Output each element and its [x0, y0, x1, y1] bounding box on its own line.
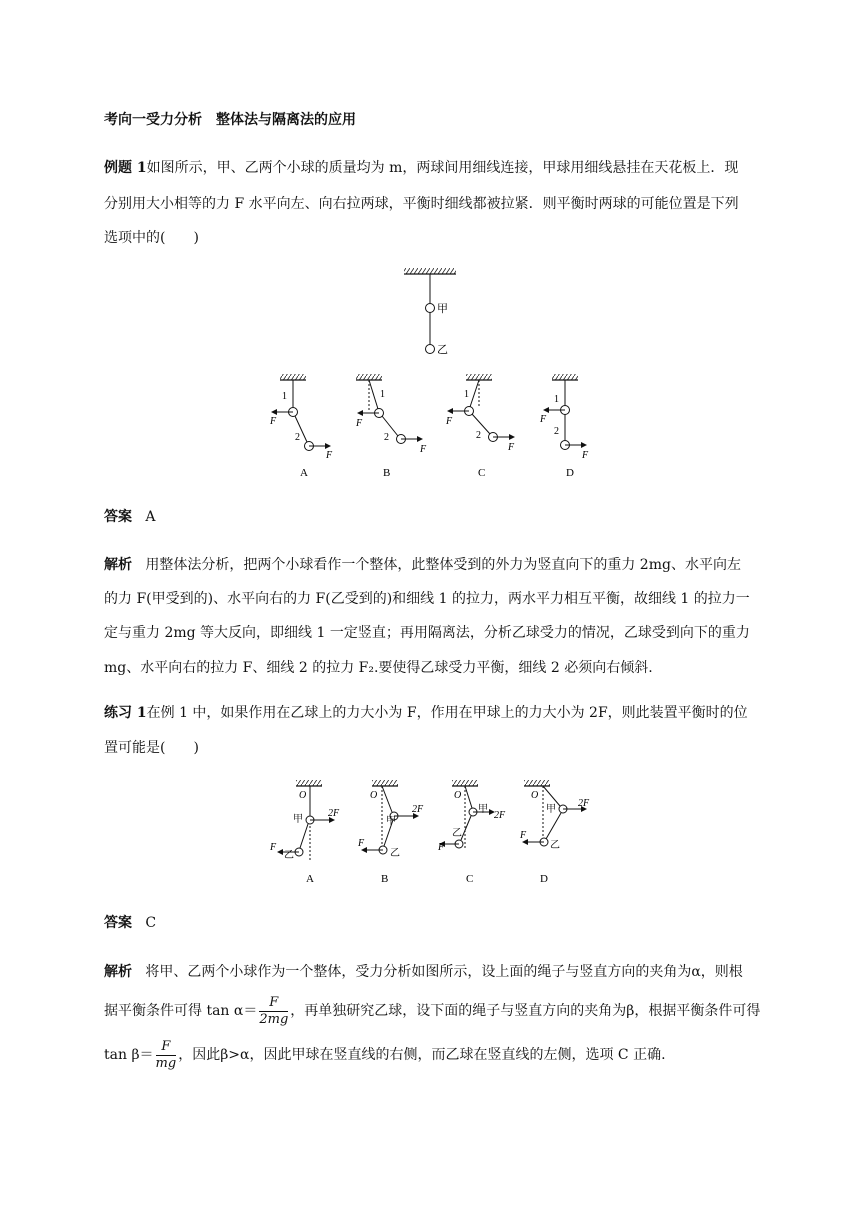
practice-a-f: F	[270, 842, 277, 853]
option-c-rope1-label: 1	[464, 389, 469, 400]
practice1-analysis-text-3b: ，因此β>α，因此甲球在竖直线的右侧，而乙球在竖直线的左侧，选项 C 正确.	[178, 1047, 666, 1063]
practice1-line-2: 置可能是( )	[104, 740, 199, 756]
practice-a-yi: 乙	[284, 850, 294, 861]
option-b-force-right: F	[420, 444, 427, 455]
top-pendulum-figure	[404, 268, 456, 356]
practice-c-f: F	[438, 842, 445, 853]
fraction2-denominator: mg	[155, 1055, 177, 1071]
practice-option-b-figure	[357, 780, 424, 885]
practice1-text-1: 在例 1 中，如果作用在乙球上的力大小为 F，作用在甲球上的力大小为 2F，则此装置平衡时的位	[146, 705, 748, 721]
practice1-label: 练习 1	[104, 705, 147, 721]
example1-line-2: 分别用大小相等的力 F 水平向左、向右拉两球，平衡时细线都被拉紧．则平衡时两球的可能位置是下列	[104, 196, 739, 212]
option-a-rope1-label: 1	[282, 391, 287, 402]
practice-d-2f: 2F	[578, 798, 590, 809]
option-d-rope2-label: 2	[554, 426, 559, 437]
option-d-force-right: F	[582, 450, 589, 461]
practice-b-letter: B	[381, 873, 389, 885]
practice1-analysis-line-3	[104, 1038, 666, 1072]
practice1-analysis-label: 解析	[104, 964, 132, 980]
practice1-line-1	[104, 703, 748, 723]
option-a-rope2-label: 2	[295, 432, 300, 443]
practice1-analysis-line-2	[104, 994, 760, 1028]
example1-answer: A	[145, 509, 156, 525]
ceiling-hatch	[404, 268, 456, 274]
ball-jia	[426, 304, 435, 313]
example1-analysis-text-1: 用整体法分析，把两个小球看作一个整体，此整体受到的外力为竖直向下的重力 2mg、水平向左	[145, 557, 741, 573]
practice-option-d-figure	[519, 780, 590, 885]
practice-c-letter: C	[466, 873, 474, 885]
practice-option-c-figure	[437, 780, 506, 885]
practice-c-2f: 2F	[494, 810, 506, 821]
option-c-force-right: F	[508, 442, 515, 453]
example1-answer-line	[104, 507, 155, 527]
practice1-answer: C	[145, 915, 157, 931]
practice-c-o: O	[454, 790, 462, 801]
example1-label: 例题 1	[104, 160, 147, 176]
option-d-force-left: F	[540, 414, 547, 425]
option-a-figure	[269, 374, 333, 479]
example1-figure	[250, 262, 610, 484]
practice-a-2f: 2F	[328, 808, 340, 819]
option-b-figure	[355, 374, 427, 479]
example1-answer-label: 答案	[104, 509, 132, 525]
example1-line-3: 选项中的( )	[104, 230, 199, 246]
practice-option-a-figure	[269, 780, 340, 885]
practice-a-letter: A	[306, 873, 314, 885]
option-c-figure	[445, 374, 515, 479]
practice1-analysis-text-2b: ，再单独研究乙球，设下面的绳子与竖直方向的夹角为β，根据平衡条件可得	[290, 1003, 761, 1019]
practice1-answer-label: 答案	[104, 915, 132, 931]
example1-line-1	[104, 158, 738, 178]
practice1-analysis-text-2a: 据平衡条件可得 tan α＝	[104, 1003, 258, 1019]
practice-b-yi: 乙	[390, 848, 400, 859]
example1-analysis-line-4: mg、水平向右的拉力 F、细线 2 的拉力 F₂.要使得乙球受力平衡，细线 2 必须向右倾斜.	[104, 660, 653, 676]
practice-b-2f: 2F	[412, 804, 424, 815]
example1-analysis-label: 解析	[104, 557, 132, 573]
example1-text-1: 如图所示，甲、乙两个小球的质量均为 m，两球间用细线连接，甲球用细线悬挂在天花板上．现	[146, 160, 739, 176]
example1-analysis-line-2: 的力 F(甲受到的)、水平向右的力 F(乙受到的)和细线 1 的拉力，两水平力相互平衡，故细线 1 的拉力一	[104, 591, 750, 607]
practice-d-f: F	[520, 830, 527, 841]
option-d-letter: D	[566, 467, 574, 479]
option-c-force-left: F	[446, 416, 453, 427]
practice-b-f: F	[358, 838, 365, 849]
practice-a-o: O	[299, 790, 307, 801]
option-b-force-left: F	[356, 418, 363, 429]
practice1-answer-line	[104, 913, 156, 933]
option-b-rope2-label: 2	[384, 432, 389, 443]
option-c-letter: C	[478, 467, 486, 479]
option-d-rope1-label: 1	[554, 394, 559, 405]
section-title: 考向一受力分析 整体法与隔离法的应用	[104, 112, 356, 128]
ball-yi	[426, 345, 435, 354]
practice-d-jia: 甲	[546, 804, 556, 815]
practice-b-o: O	[370, 790, 378, 801]
option-b-letter: B	[383, 467, 391, 479]
option-d-figure	[539, 374, 589, 479]
option-a-force-right: F	[326, 450, 333, 461]
option-a-letter: A	[300, 467, 308, 479]
example1-analysis-line-3: 定与重力 2mg 等大反向，即细线 1 一定竖直；再用隔离法，分析乙球受力的情况，乙球受到向下的重力	[104, 625, 750, 641]
practice1-analysis-line-1	[104, 962, 743, 982]
practice1-analysis-text-3a: tan β＝	[104, 1047, 154, 1063]
practice-d-o: O	[531, 790, 539, 801]
fraction1-denominator: 2mg	[259, 1011, 289, 1027]
option-b-rope1-label: 1	[380, 389, 385, 400]
practice1-figure	[262, 778, 602, 890]
fraction-f-over-mg	[156, 1039, 177, 1072]
practice1-analysis-text-1: 将甲、乙两个小球作为一个整体，受力分析如图所示，设上面的绳子与竖直方向的夹角为α，则根	[145, 964, 743, 980]
practice-d-letter: D	[540, 873, 548, 885]
label-yi: 乙	[437, 344, 448, 356]
practice-c-jia: 甲	[478, 804, 488, 815]
practice-a-jia: 甲	[293, 814, 303, 825]
option-a-force-left: F	[270, 416, 277, 427]
practice-c-yi: 乙	[452, 828, 462, 839]
example1-analysis-line-1	[104, 555, 741, 575]
practice-d-yi: 乙	[550, 840, 560, 851]
label-jia: 甲	[437, 303, 448, 315]
fraction-f-over-2mg	[259, 995, 288, 1028]
fraction2-numerator: F	[156, 1039, 177, 1056]
practice-b-jia: 甲	[386, 816, 396, 827]
fraction1-numerator: F	[259, 995, 288, 1012]
option-c-rope2-label: 2	[476, 430, 481, 441]
